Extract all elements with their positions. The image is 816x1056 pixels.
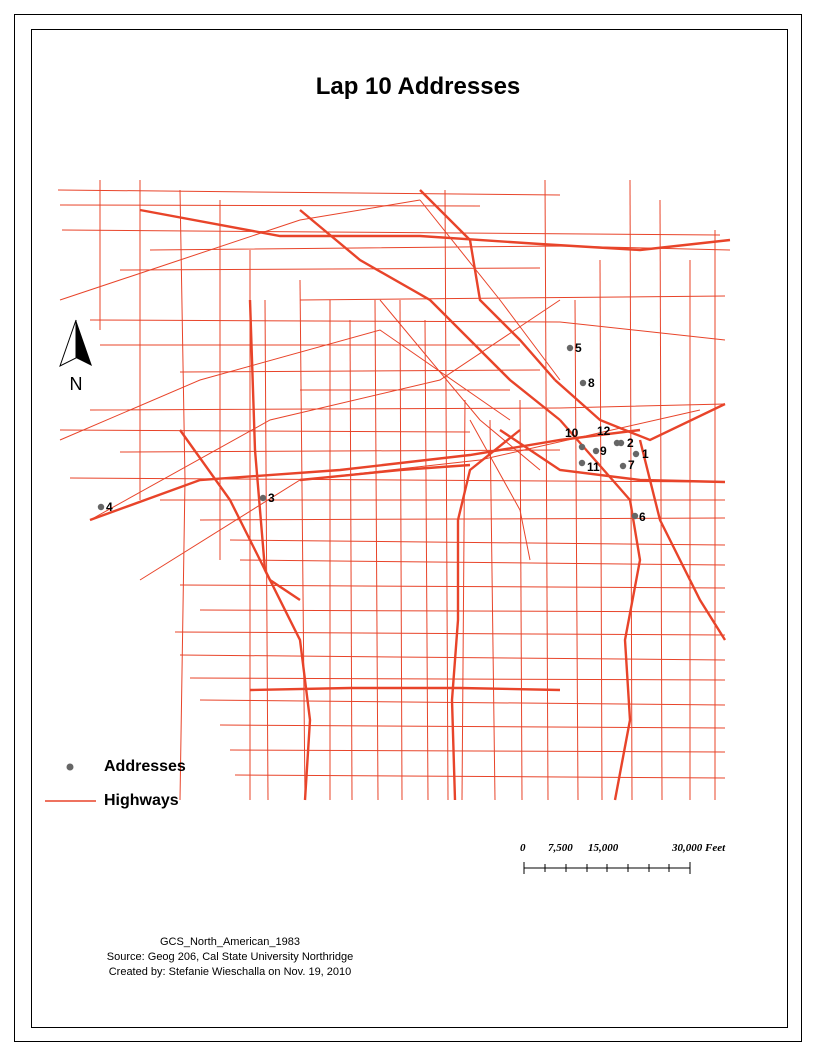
address-label-2: 2 [627, 436, 634, 450]
highway [62, 230, 720, 235]
highway [445, 190, 448, 800]
highway [240, 560, 725, 565]
highway [300, 280, 305, 800]
legend-addresses-label: Addresses [104, 758, 186, 775]
highway [60, 330, 510, 440]
highway [175, 632, 725, 635]
highway [545, 180, 548, 800]
address-point-10 [579, 444, 585, 450]
address-label-7: 7 [628, 458, 635, 472]
address-point-5 [567, 345, 573, 351]
address-label-8: 8 [588, 376, 595, 390]
highway [350, 320, 352, 800]
address-label-10: 10 [565, 426, 579, 440]
highway [140, 410, 700, 580]
highway [200, 518, 725, 520]
address-label-5: 5 [575, 341, 582, 355]
address-point-11 [579, 460, 585, 466]
highway [60, 200, 420, 300]
highway [375, 300, 378, 800]
address-label-9: 9 [600, 444, 607, 458]
north-arrow-icon [56, 318, 96, 398]
highway [420, 200, 560, 380]
scale-label-15000: 15,000 [588, 842, 619, 854]
map-title: Lap 10 Addresses [315, 73, 521, 100]
address-label-6: 6 [639, 510, 646, 524]
highway [300, 296, 725, 300]
address-point-6 [632, 513, 638, 519]
highway [575, 300, 578, 800]
highway [462, 400, 465, 800]
freeway [560, 420, 640, 800]
highway [425, 320, 428, 800]
freeway [250, 688, 560, 690]
address-point-1 [633, 451, 639, 457]
highway [200, 610, 725, 612]
map-credits [60, 935, 400, 980]
address-point-9 [593, 448, 599, 454]
address-label-3: 3 [268, 491, 275, 505]
highway [180, 655, 725, 660]
address-label-4: 4 [106, 500, 113, 514]
scale-bar [524, 862, 690, 874]
highway [235, 775, 725, 778]
highway [180, 190, 185, 800]
credit-author: Created by: Stefanie Wieschalla on Nov. 19, 2010 [108, 966, 352, 978]
highway [60, 430, 470, 432]
scale-label-7500: 7,500 [548, 842, 573, 854]
freeway [300, 465, 470, 480]
legend-address-symbol [67, 764, 74, 771]
credit-projection: GCS_North_American_1983 [159, 936, 301, 948]
highway [180, 585, 725, 588]
north-label: N [69, 374, 83, 394]
freeway-network [90, 190, 730, 800]
highway [60, 205, 480, 206]
freeway [500, 430, 725, 482]
address-label-11: 11 [587, 460, 600, 474]
highway [400, 300, 402, 800]
freeway [300, 210, 560, 420]
scale-label-30000: 30,000 Feet [672, 842, 726, 854]
address-point-8 [580, 380, 586, 386]
highway [220, 725, 725, 728]
highway [490, 420, 495, 800]
address-point-4 [98, 504, 104, 510]
legend-highways-label: Highways [104, 792, 179, 809]
freeway [90, 430, 640, 520]
highway [190, 678, 725, 680]
highway [600, 260, 602, 800]
address-label-12: 12 [597, 424, 611, 438]
highway [90, 404, 725, 410]
address-point-3 [260, 495, 266, 501]
freeway [180, 430, 300, 600]
address-point-7 [620, 463, 626, 469]
address-point-12 [614, 440, 620, 446]
highway [58, 190, 560, 195]
highway [520, 400, 522, 800]
address-label-1: 1 [642, 447, 649, 461]
scale-label-0: 0 [520, 842, 526, 854]
highway [90, 320, 725, 340]
highway [120, 268, 540, 270]
freeway [640, 440, 725, 640]
credit-source: Source: Geog 206, Cal State University Northridge [106, 951, 354, 963]
highway [230, 540, 725, 545]
